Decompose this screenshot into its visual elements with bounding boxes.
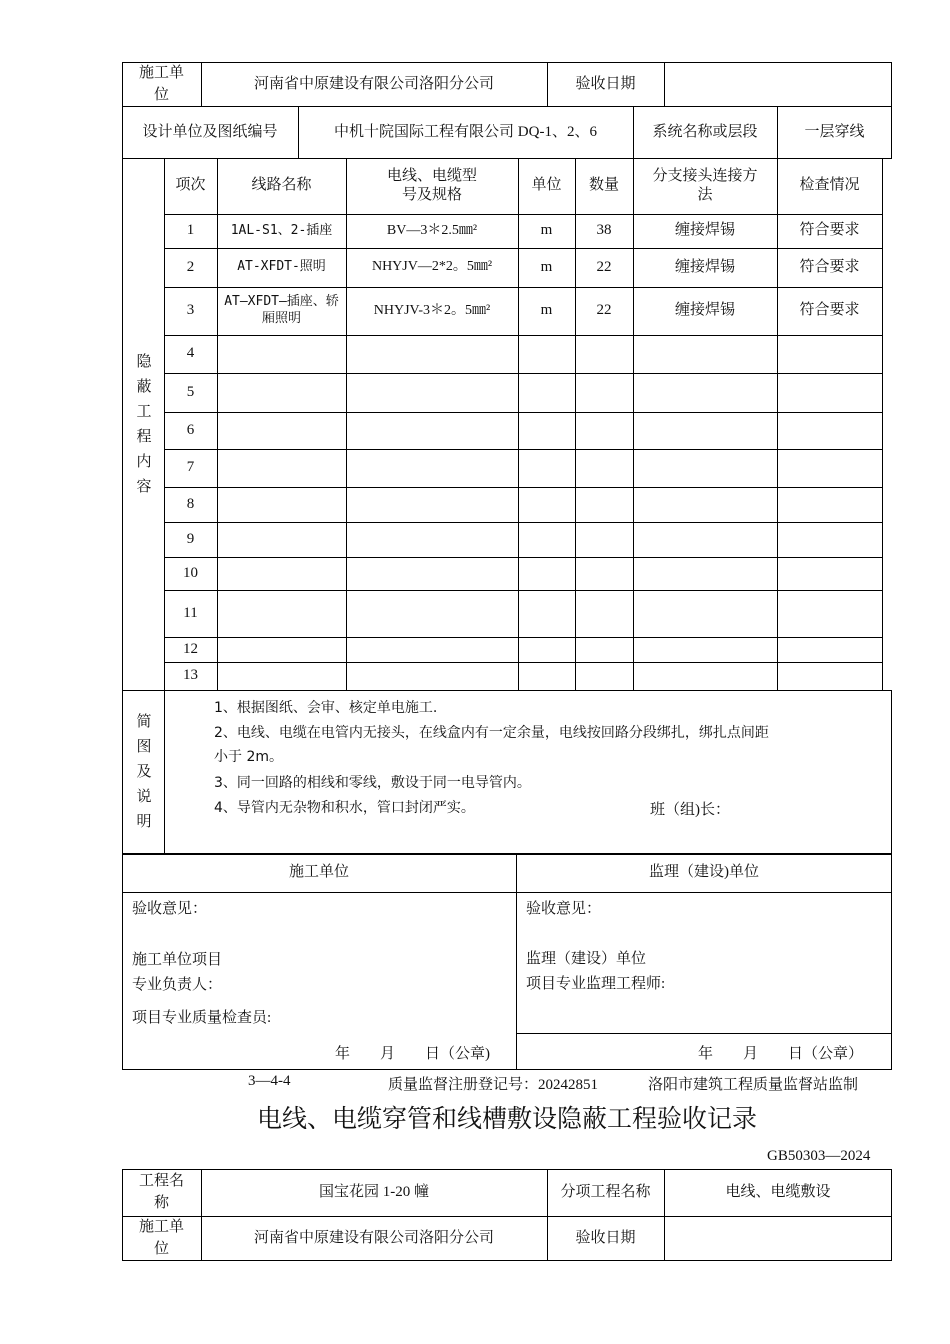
col-quantity-header: [575, 158, 633, 214]
table-cell-circuit-name: [217, 557, 346, 590]
table-cell-joint-method: [633, 487, 777, 522]
registration-number: 质量监督注册登记号：20242851: [388, 1077, 599, 1093]
form-title: 电线、电缆穿管和线槽敷设隐蔽工程验收记录: [256, 1105, 757, 1133]
right-supervision-unit: 监理（建设）单位: [526, 951, 647, 967]
table-cell-joint-method: [633, 412, 777, 449]
table-cell-unit: [518, 557, 575, 590]
right-date: 年 月 日（公章）: [698, 1046, 864, 1062]
table-cell-inspection: [777, 590, 882, 637]
table-cell-joint-method: [633, 449, 777, 487]
table-cell-joint-method: [633, 335, 777, 373]
table-cell-quantity: [575, 412, 633, 449]
table-cell-quantity: [575, 522, 633, 557]
col-unit-header-text: 单位: [531, 177, 562, 194]
table-cell-quantity: [575, 335, 633, 373]
table-cell-unit: m: [540, 222, 553, 239]
col-unit-header: [518, 158, 575, 214]
left-opinion: 验收意见：: [132, 901, 208, 917]
table-cell-inspection: [777, 637, 882, 662]
system-name-label: 系统名称或层段: [652, 123, 758, 140]
table-cell-quantity: [575, 557, 633, 590]
signoff-right-header: 监理（建设)单位: [649, 864, 759, 881]
table-cell-circuit-name: [217, 449, 346, 487]
table-cell-item-no: 1: [186, 222, 195, 239]
table-cell-inspection: 符合要求: [799, 302, 860, 319]
col-item-no-header-text: 项次: [175, 177, 206, 194]
next-date-label: 验收日期: [575, 1229, 636, 1246]
table-cell-quantity: 38: [596, 222, 612, 239]
form-code: 3—4-4: [248, 1073, 291, 1089]
col-circuit-name-header-text: 线路名称: [251, 177, 312, 194]
table-cell-circuit-name: [217, 373, 346, 412]
col-inspection-header-text: 检查情况: [799, 177, 860, 194]
construction-unit-value: 河南省中原建设有限公司洛阳分公司: [253, 75, 494, 92]
table-cell-quantity: [575, 637, 633, 662]
note-line-2: 2、电线、电缆在电管内无接头，在线盒内有一定余量，电线按回路分段绑扎，绑扎点间距: [214, 725, 769, 741]
notes-text: [214, 694, 884, 834]
right-engineer: 项目专业监理工程师:: [526, 976, 666, 992]
table-cell-cable-spec: [346, 487, 518, 522]
table-cell-circuit-name: AT-XFDT-照明: [237, 259, 326, 275]
table-cell-cable-spec: [346, 637, 518, 662]
project-name-label: 工程名称: [138, 1173, 184, 1211]
table-cell-joint-method: 缠接焊锡: [674, 258, 735, 275]
table-cell-circuit-name: AT—XFDT—插座、轿厢照明: [224, 294, 339, 326]
table-cell-joint-method: [633, 522, 777, 557]
table-cell-joint-method: 缠接焊锡: [674, 302, 735, 319]
next-date-value[interactable]: [664, 1216, 892, 1261]
col-cable-spec-header: [346, 158, 518, 214]
project-name-value: 国宝花园 1-20 幢: [319, 1184, 429, 1201]
table-cell-item-no: 12: [183, 640, 198, 657]
table-cell-cable-spec: [346, 662, 518, 690]
table-cell-joint-method: [633, 662, 777, 690]
table-cell-inspection: [777, 335, 882, 373]
table-cell-inspection: [777, 662, 882, 690]
table-cell-cable-spec: [346, 335, 518, 373]
left-inspector: 项目专业质量检查员:: [132, 1010, 272, 1026]
note-line-1: 1、根据图纸、会审、核定单电施工.: [214, 700, 438, 716]
table-cell-circuit-name: 1AL-S1、2-插座: [230, 222, 333, 238]
note-line-3: 小于 2m。: [214, 749, 283, 765]
table-cell-circuit-name: [217, 412, 346, 449]
table-cell-joint-method: [633, 590, 777, 637]
table-cell-inspection: [777, 449, 882, 487]
table-cell-inspection: [777, 522, 882, 557]
design-unit-label: 设计单位及图纸编号: [142, 123, 278, 140]
table-cell-circuit-name: [217, 590, 346, 637]
table-cell-unit: [518, 373, 575, 412]
table-cell-unit: [518, 590, 575, 637]
table-cell-joint-method: [633, 637, 777, 662]
table-rule: [882, 158, 883, 690]
table-cell-cable-spec: [346, 557, 518, 590]
table-cell-item-no: 8: [186, 495, 195, 512]
left-responsible: 专业负责人：: [132, 977, 223, 993]
table-cell-unit: [518, 522, 575, 557]
table-cell-circuit-name: [217, 662, 346, 690]
col-cable-spec-header-text: 电线、电缆型号及规格: [386, 167, 477, 203]
table-cell-cable-spec: [346, 590, 518, 637]
supervisor-station: 洛阳市建筑工程质量监督站监制: [648, 1077, 859, 1093]
table-cell-cable-spec: [346, 373, 518, 412]
next-unit-label: 施工单位: [138, 1218, 184, 1257]
table-cell-joint-method: [633, 373, 777, 412]
note-line-4: 3、同一回路的相线和零线，敷设于同一电导管内。: [214, 775, 531, 791]
col-circuit-name-header: [217, 158, 346, 214]
table-cell-item-no: 7: [186, 459, 195, 476]
table-cell-circuit-name: [217, 487, 346, 522]
table-cell-quantity: 22: [596, 302, 612, 319]
design-unit-value: 中机十院国际工程有限公司 DQ-1、2、6: [334, 123, 597, 140]
table-cell-quantity: [575, 373, 633, 412]
table-cell-unit: [518, 335, 575, 373]
col-quantity-header-text: 数量: [588, 177, 619, 194]
team-leader-label: 班（组)长：: [650, 802, 730, 818]
subproject-value: 电线、电缆敷设: [725, 1184, 831, 1201]
col-item-no-header: [164, 158, 217, 214]
table-cell-inspection: [777, 487, 882, 522]
system-name-value: 一层穿线: [804, 123, 865, 140]
acceptance-date-label: 验收日期: [575, 75, 636, 92]
table-cell-inspection: 符合要求: [799, 258, 860, 275]
col-joint-method-header: [633, 158, 777, 214]
col-joint-method-header-text: 分支接头连接方法: [652, 167, 758, 203]
table-cell-item-no: 9: [186, 530, 195, 547]
table-cell-cable-spec: [346, 522, 518, 557]
table-cell-unit: m: [540, 302, 553, 319]
table-cell-unit: [518, 662, 575, 690]
table-cell-quantity: [575, 662, 633, 690]
table-cell-item-no: 5: [186, 383, 195, 400]
section-label: 隐蔽工程内容: [136, 354, 152, 495]
table-cell-cable-spec: NHYJV-3＊2。5㎜²: [373, 302, 491, 318]
table-cell-unit: m: [540, 258, 553, 275]
table-cell-quantity: [575, 590, 633, 637]
table-cell-inspection: [777, 373, 882, 412]
left-date: 年 月 日（公章): [335, 1046, 490, 1062]
table-cell-item-no: 10: [183, 564, 198, 581]
table-cell-joint-method: 缠接焊锡: [674, 222, 735, 239]
table-cell-cable-spec: BV—3＊2.5㎜²: [386, 222, 478, 238]
table-cell-item-no: 2: [186, 258, 195, 275]
table-cell-unit: [518, 412, 575, 449]
table-cell-item-no: 4: [186, 345, 195, 362]
acceptance-date-value[interactable]: [664, 62, 892, 107]
table-cell-cable-spec: [346, 449, 518, 487]
table-cell-unit: [518, 487, 575, 522]
table-cell-item-no: 3: [186, 302, 195, 319]
standard-code: GB50303—2024: [767, 1148, 871, 1164]
table-cell-cable-spec: [346, 412, 518, 449]
signoff-left-header: 施工单位: [288, 864, 349, 881]
table-cell-joint-method: [633, 557, 777, 590]
table-cell-circuit-name: [217, 335, 346, 373]
note-line-5: 4、导管内无杂物和积水，管口封闭严实。: [214, 800, 475, 816]
right-opinion: 验收意见：: [526, 901, 602, 917]
left-project-label: 施工单位项目: [132, 952, 223, 968]
table-cell-unit: [518, 449, 575, 487]
table-cell-circuit-name: [217, 637, 346, 662]
table-cell-inspection: [777, 557, 882, 590]
table-cell-cable-spec: NHYJV—2*2。5㎜²: [371, 259, 493, 275]
table-cell-item-no: 11: [183, 604, 198, 621]
table-cell-quantity: [575, 487, 633, 522]
subproject-label: 分项工程名称: [560, 1184, 651, 1201]
table-cell-item-no: 6: [186, 421, 195, 438]
table-cell-circuit-name: [217, 522, 346, 557]
notes-label: 简图及说明: [136, 714, 152, 830]
construction-unit-label: 施工单位: [138, 64, 184, 103]
table-cell-inspection: 符合要求: [799, 222, 860, 239]
table-cell-quantity: 22: [596, 258, 612, 275]
col-inspection-header: [777, 158, 882, 214]
next-unit-value: 河南省中原建设有限公司洛阳分公司: [253, 1229, 494, 1246]
table-cell-quantity: [575, 449, 633, 487]
table-cell-item-no: 13: [183, 667, 198, 684]
table-cell-unit: [518, 637, 575, 662]
table-cell-inspection: [777, 412, 882, 449]
